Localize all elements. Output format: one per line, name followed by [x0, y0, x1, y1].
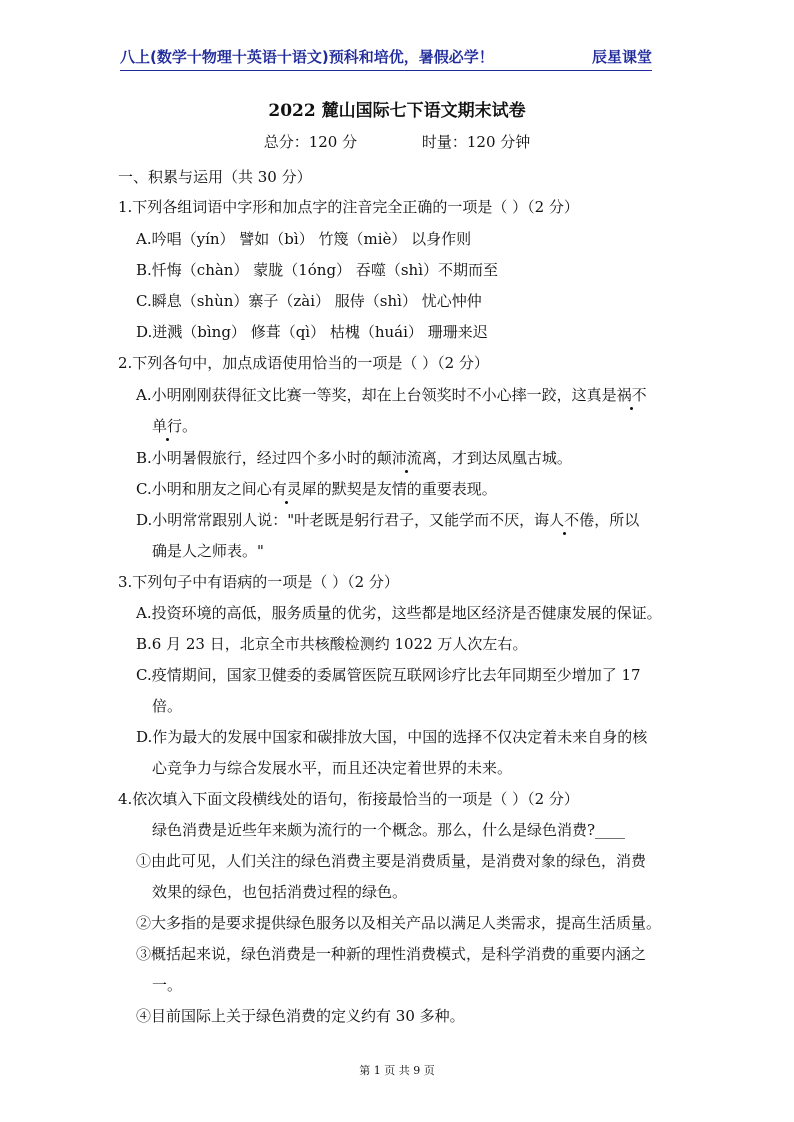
- exam-meta: [0, 131, 794, 152]
- question-3-option-d-cont: 心竞争力与综合发展水平，而且还决定着世界的未来。: [152, 759, 513, 777]
- exam-title: 2022 麓山国际七下语文期末试卷: [268, 101, 526, 121]
- dotted-idiom: 诲人不倦: [534, 511, 595, 529]
- question-2-option-a: [136, 384, 647, 405]
- question-2-option-d: [136, 509, 639, 530]
- option-text: B.小明暑假旅行，经过四个多小时的: [136, 449, 377, 467]
- question-4-passage: 绿色消费是近些年来颇为流行的一个概念。那么，什么是绿色消费?____: [152, 821, 626, 839]
- question-3-option-c-cont: 倍。: [152, 697, 183, 715]
- question-4-sentence-3-cont: 一。: [152, 976, 183, 994]
- option-text: C.小明和朋友之间: [136, 480, 257, 498]
- option-text: ，所以: [594, 511, 640, 529]
- section-heading: 一、积累与运用（共 30 分）: [118, 168, 312, 186]
- question-4-sentence-2: ②大多指的是要求提供绿色服务以及相关产品以满足人类需求，提高生活质量。: [136, 914, 662, 932]
- page-header: [120, 44, 652, 71]
- question-2-option-a-cont: [152, 415, 197, 436]
- question-3-option-b: B.6 月 23 日，北京全市共核酸检测约 1022 万人次左右。: [136, 635, 528, 653]
- option-text: A.小明刚刚获得征文比赛一等奖，却在上台领奖时不小心摔一跤，这真是: [136, 386, 617, 404]
- option-text: 的默契是友情的重要表现。: [316, 480, 497, 498]
- dotted-idiom: 单行: [152, 417, 183, 435]
- question-4-sentence-4: ④目前国际上关于绿色消费的定义约有 30 多种。: [136, 1007, 465, 1025]
- question-1-option-c: C.瞬息（shùn）寨子（zài） 服侍（shì） 忧心忡仲: [136, 292, 482, 310]
- question-3-option-c: C.疫情期间，国家卫健委的委属管医院互联网诊疗比去年同期至少增加了 17: [136, 666, 641, 684]
- question-1-option-b: B.忏悔（chàn） 蒙胧（1óng） 吞噬（shì）不期而至: [136, 261, 498, 279]
- question-4-sentence-1: ①由此可见，人们关注的绿色消费主要是消费质量，是消费对象的绿色，消费: [136, 852, 647, 870]
- page-number: 第 1 页 共 9 页: [359, 1064, 435, 1077]
- question-2-option-c: [136, 478, 497, 499]
- question-1-option-d: D.迸溅（bìng） 修葺（qì） 枯槐（huái） 珊珊来迟: [136, 323, 488, 341]
- question-4-stem: 4.依次填入下面文段横线处的语句，衔接最恰当的一项是（ ）（2 分）: [118, 790, 579, 808]
- question-4-sentence-1-cont: 效果的绿色，也包括消费过程的绿色。: [152, 883, 408, 901]
- dotted-idiom: 颠沛流离: [376, 449, 437, 467]
- header-brand: 辰星课堂: [591, 48, 652, 66]
- time-limit: 时量：120 分钟: [421, 133, 531, 151]
- question-3-option-a: A.投资环境的高低，服务质量的优劣，这些都是地区经济是否健康发展的保证。: [136, 604, 662, 622]
- question-3-option-d: D.作为最大的发展中国家和碳排放大国，中国的选择不仅决定着未来自身的核: [136, 728, 648, 746]
- option-text: ，才到达凤凰古城。: [436, 449, 572, 467]
- option-text: D.小明常常跟别人说："叶老既是躬行君子，又能学而不厌，: [136, 511, 535, 529]
- question-1-option-a: A.吟唱（yín） 譬如（bì） 竹篾（miè） 以身作则: [136, 230, 472, 248]
- header-ad-text: 八上(数学十物理十英语十语文)预科和培优，暑假必学！: [120, 48, 494, 66]
- question-2-option-d-cont: 确是人之师表。": [152, 542, 264, 560]
- dotted-idiom: 祸不: [616, 386, 647, 404]
- question-3-stem: 3.下列句子中有语病的一项是（ ）（2 分）: [118, 573, 399, 591]
- question-4-sentence-3: ③概括起来说，绿色消费是一种新的理性消费模式，是科学消费的重要内涵之: [136, 945, 647, 963]
- question-2-option-b: [136, 447, 572, 468]
- dotted-idiom: 心有灵犀: [256, 480, 317, 498]
- question-1-stem: 1.下列各组词语中字形和加点字的注音完全正确的一项是（ ）（2 分）: [118, 198, 579, 216]
- question-2-stem: 2.下列各句中，加点成语使用恰当的一项是（ ）（2 分）: [118, 354, 489, 372]
- option-text: 。: [182, 417, 198, 435]
- total-score: 总分：120 分: [263, 133, 358, 151]
